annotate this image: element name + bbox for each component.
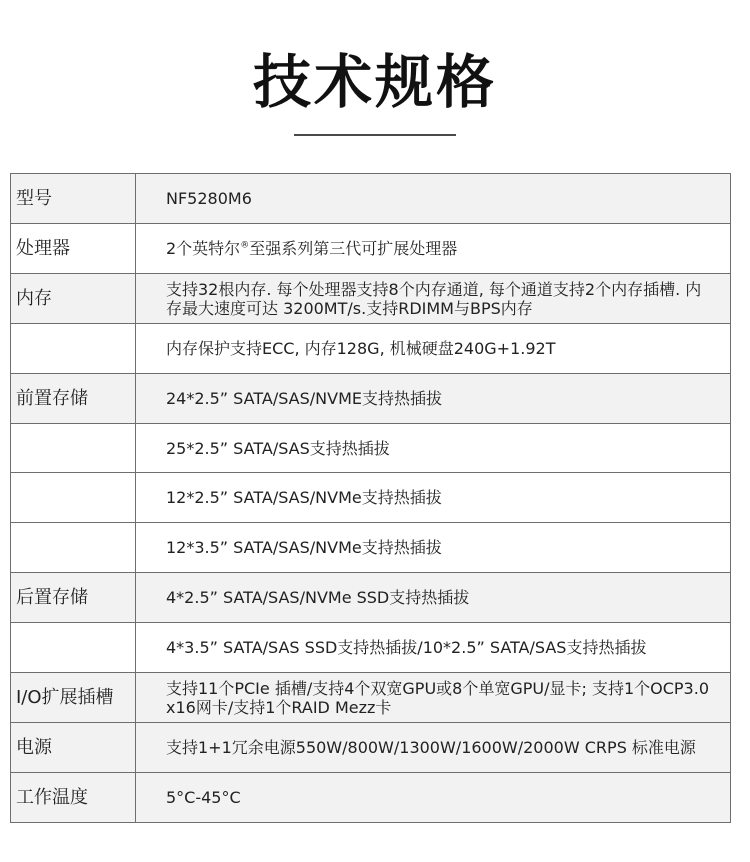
spec-row-memory-protection <box>11 324 731 374</box>
spec-value: NF5280M6 <box>136 174 731 224</box>
spec-label: 后置存储 <box>11 573 136 623</box>
spec-value: 支持32根内存. 每个处理器支持8个内存通道, 每个通道支持2个内存插槽. 内存最大速度可达 3200MT/s.支持RDIMM与BPS内存 <box>136 274 731 324</box>
spec-row-temperature <box>11 773 731 823</box>
spec-value: 支持1+1冗余电源550W/800W/1300W/1600W/2000W CRPS 标准电源 <box>136 723 731 773</box>
spec-value: 4*2.5” SATA/SAS/NVMe SSD支持热插拔 <box>136 573 731 623</box>
spec-row-model <box>11 174 731 224</box>
spec-row-processor <box>11 224 731 274</box>
spec-label: 工作温度 <box>11 773 136 823</box>
spec-label: 内存 <box>11 274 136 324</box>
spec-value: 5°C-45°C <box>136 773 731 823</box>
spec-value: 24*2.5” SATA/SAS/NVME支持热插拔 <box>136 374 731 424</box>
spec-row-io-slots <box>11 673 731 723</box>
spec-label <box>11 523 136 573</box>
spec-value <box>136 224 731 274</box>
spec-label: 处理器 <box>11 224 136 274</box>
spec-row-front-storage-3 <box>11 473 731 523</box>
spec-row-front-storage-2 <box>11 424 731 473</box>
spec-value-part: 至强系列第三代可扩展处理器 <box>249 239 458 258</box>
spec-label <box>11 424 136 473</box>
spec-value: 25*2.5” SATA/SAS支持热插拔 <box>136 424 731 473</box>
spec-label <box>11 473 136 523</box>
spec-value: 12*3.5” SATA/SAS/NVMe支持热插拔 <box>136 523 731 573</box>
spec-row-front-storage <box>11 374 731 424</box>
title-divider <box>294 134 456 136</box>
spec-row-front-storage-4 <box>11 523 731 573</box>
spec-label <box>11 324 136 374</box>
spec-row-power <box>11 723 731 773</box>
spec-label: 型号 <box>11 174 136 224</box>
spec-row-memory <box>11 274 731 324</box>
spec-label: 前置存储 <box>11 374 136 424</box>
spec-row-rear-storage-2 <box>11 623 731 673</box>
registered-mark: ® <box>240 240 250 251</box>
spec-label: 电源 <box>11 723 136 773</box>
spec-table <box>10 173 731 823</box>
spec-value-part: 2个英特尔 <box>166 239 241 258</box>
spec-label: I/O扩展插槽 <box>11 673 136 723</box>
spec-value: 12*2.5” SATA/SAS/NVMe支持热插拔 <box>136 473 731 523</box>
spec-value: 支持11个PCIe 插槽/支持4个双宽GPU或8个单宽GPU/显卡; 支持1个OCP3.0 x16网卡/支持1个RAID Mezz卡 <box>136 673 731 723</box>
spec-row-rear-storage <box>11 573 731 623</box>
spec-value: 内存保护支持ECC, 内存128G, 机械硬盘240G+1.92T <box>136 324 731 374</box>
spec-value: 4*3.5” SATA/SAS SSD支持热插拔/10*2.5” SATA/SAS支持热插拔 <box>136 623 731 673</box>
page-title: 技术规格 <box>252 48 497 116</box>
spec-label <box>11 623 136 673</box>
